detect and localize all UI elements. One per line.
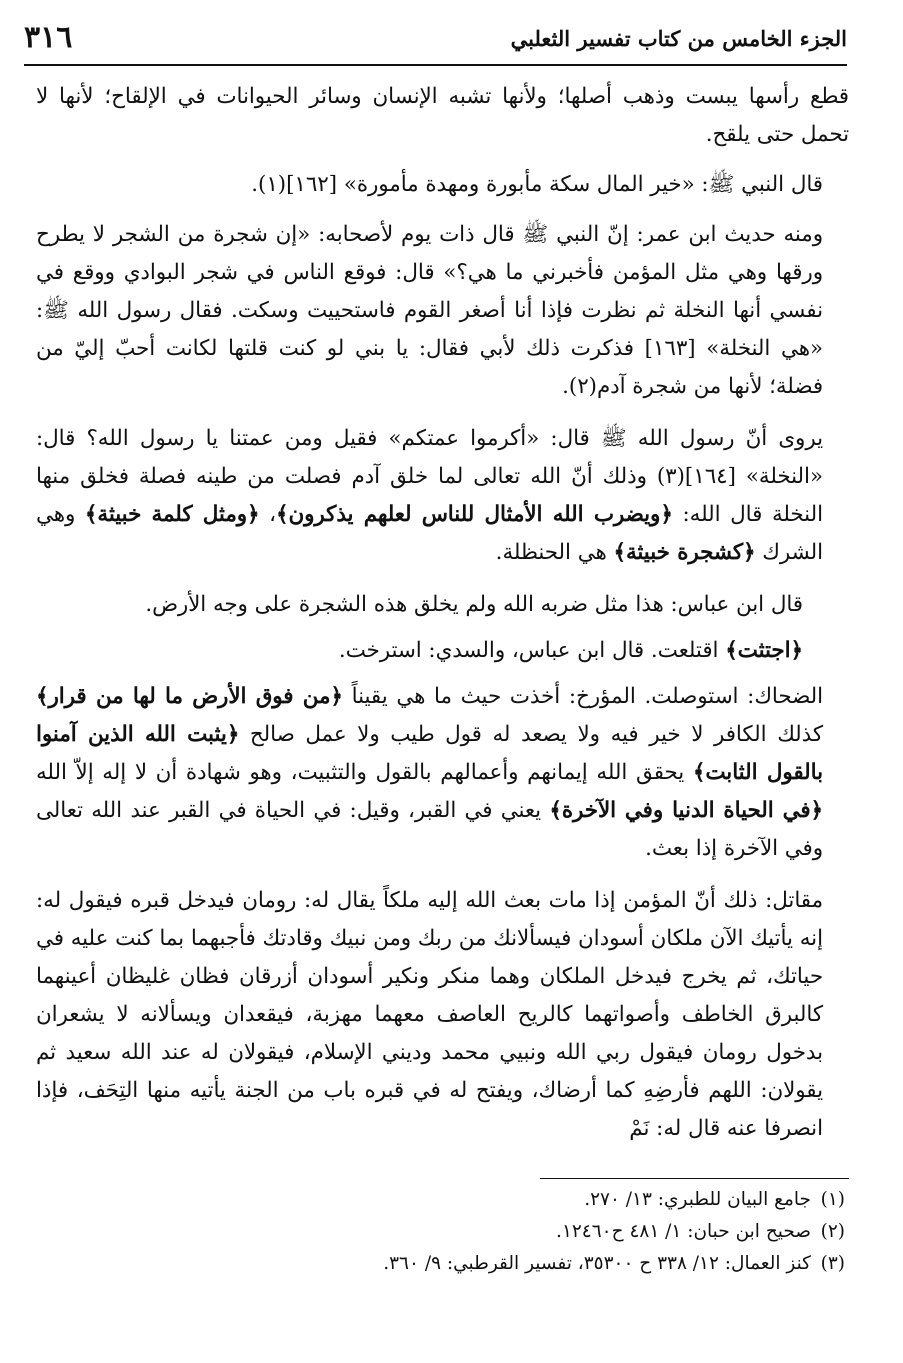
quran-quote: ﴿ومثل كلمة خبيثة﴾	[84, 502, 260, 527]
footnote-text: صحيح ابن حبان: ١/ ٤٨١ ح١٢٤٦٠.	[556, 1221, 811, 1242]
paragraph	[36, 420, 849, 572]
main-text	[36, 78, 849, 1160]
footnotes	[300, 1184, 845, 1280]
text-run: يحقق الله إيمانهم وأعمالهم بالقول والتثبيت، وهو شهادة أن لا إله إلاّ الله	[36, 760, 693, 785]
quran-quote: ﴿من فوق الأرض ما لها من قرار﴾	[36, 684, 343, 709]
footnote-text: كنز العمال: ١٢/ ٣٣٨ ح ٣٥٣٠٠، تفسير القرطبي: ٩/ ٣٦٠.	[383, 1253, 811, 1274]
footnote	[300, 1248, 845, 1280]
text-run: يروى أنّ رسول الله ﷺ قال: «أكرموا عمتكم» فقيل ومن عمتنا يا رسول الله؟ قال: «النخلة» [١٦٤](٣) وذلك أنّ الله تعالى لما خلق آدم فصلت من طينه فصلة فخلق منها النخلة قال الله:	[36, 426, 823, 527]
text-run: كذلك الكافر لا خير فيه ولا يصعد له قول طيب ولا عمل صالح	[239, 722, 823, 747]
footnote-number: (٣)	[820, 1253, 845, 1274]
quran-quote: ﴿كشجرة خبيثة﴾	[613, 540, 756, 565]
quran-quote: ﴿يثبت الله الذين آمنوا بالقول الثابت﴾	[36, 722, 823, 785]
footnote-divider	[540, 1178, 849, 1179]
quran-quote: ﴿ويضرب الله الأمثال للناس لعلهم يذكرون﴾	[276, 502, 673, 527]
text-run: الضحاك: استوصلت. المؤرخ: أخذت حيث ما هي يقيناً	[342, 684, 823, 709]
footnote-number: (١)	[820, 1189, 845, 1210]
text-run: يعني في القبر، وقيل: في الحياة في القبر عند الله تعالى وفي الآخرة إذا بعث.	[36, 798, 823, 861]
paragraph: ومنه حديث ابن عمر: إنّ النبي ﷺ قال ذات يوم لأصحابه: «إن شجرة من الشجر لا يطرح ورقها وهي مثل المؤمن فأخبرني ما هي؟» قال: فوقع الناس في شجر البوادي ووقع في نفسي أنها النخلة ثم نظرت فإذا أنا أصغر القوم فاستحييت وسكت. فقال رسول الله ﷺ: «هي النخلة» [١٦٣] فذكرت ذلك لأبي فقال: يا بني لو كنت قلتها لكانت أحبّ إليّ من فضلة؛ لأنها من شجرة آدم(٢).	[36, 222, 824, 399]
quran-quote: ﴿اجتثت﴾	[725, 638, 803, 663]
page-number: ٣١٦	[24, 20, 73, 55]
paragraph	[36, 632, 849, 670]
footnote-text: جامع البيان للطبري: ١٣/ ٢٧٠.	[584, 1189, 811, 1210]
paragraph: قال النبي ﷺ: «خير المال سكة مأبورة ومهدة مأمورة» [١٦٢](١).	[251, 172, 823, 197]
text-run: هي الحنظلة.	[495, 540, 614, 565]
paragraph: مقاتل: ذلك أنّ المؤمن إذا مات بعث الله إليه ملكاً يقال له: رومان فيدخل قبره فيقول له: إنه يأتيك الآن ملكان أسودان فيسألانك من ربك ومن نبيك وقادتك فأجبهما بما كنت عليه في حياتك، ثم يخرج فيدخل الملكان وهما منكر ونكير أسودان أزرقان فظان غليظان أعينهما كالبرق الخاطف وأصواتهما كالريح العاصف معهما مهزبة، فيقعدان ويسألانه لا يشعران بدخول رومان فيقول ربي الله ونبيي محمد وديني الإسلام، فيقولان له عند الله سعيد ثم يقولان: اللهم فأرضِهِ كما أرضاك، ويفتح له في قبره باب من الجنة يأتيه منها التِحَف، فإذا انصرفا عنه قال له: نَمْ	[36, 888, 823, 1141]
paragraph: قال ابن عباس: هذا مثل ضربه الله ولم يخلق هذه الشجرة على وجه الأرض.	[145, 592, 803, 617]
footnote	[300, 1216, 845, 1248]
running-header	[24, 12, 847, 66]
text-run: وهي الشرك	[36, 502, 823, 565]
header-title: الجزء الخامس من كتاب تفسير الثعلبي	[510, 26, 847, 51]
paragraph	[36, 678, 849, 868]
quran-quote: ﴿في الحياة الدنيا وفي الآخرة﴾	[549, 798, 823, 823]
footnote	[300, 1184, 845, 1216]
text-run: ،	[259, 502, 277, 527]
footnote-number: (٢)	[820, 1221, 845, 1242]
text-run: اقتلعت. قال ابن عباس، والسدي: استرخت.	[338, 638, 726, 663]
paragraph: قطع رأسها يبست وذهب أصلها؛ ولأنها تشبه الإنسان وسائر الحيوانات في الإلقاح؛ لأنها لا تحمل حتى يلقح.	[36, 84, 849, 147]
